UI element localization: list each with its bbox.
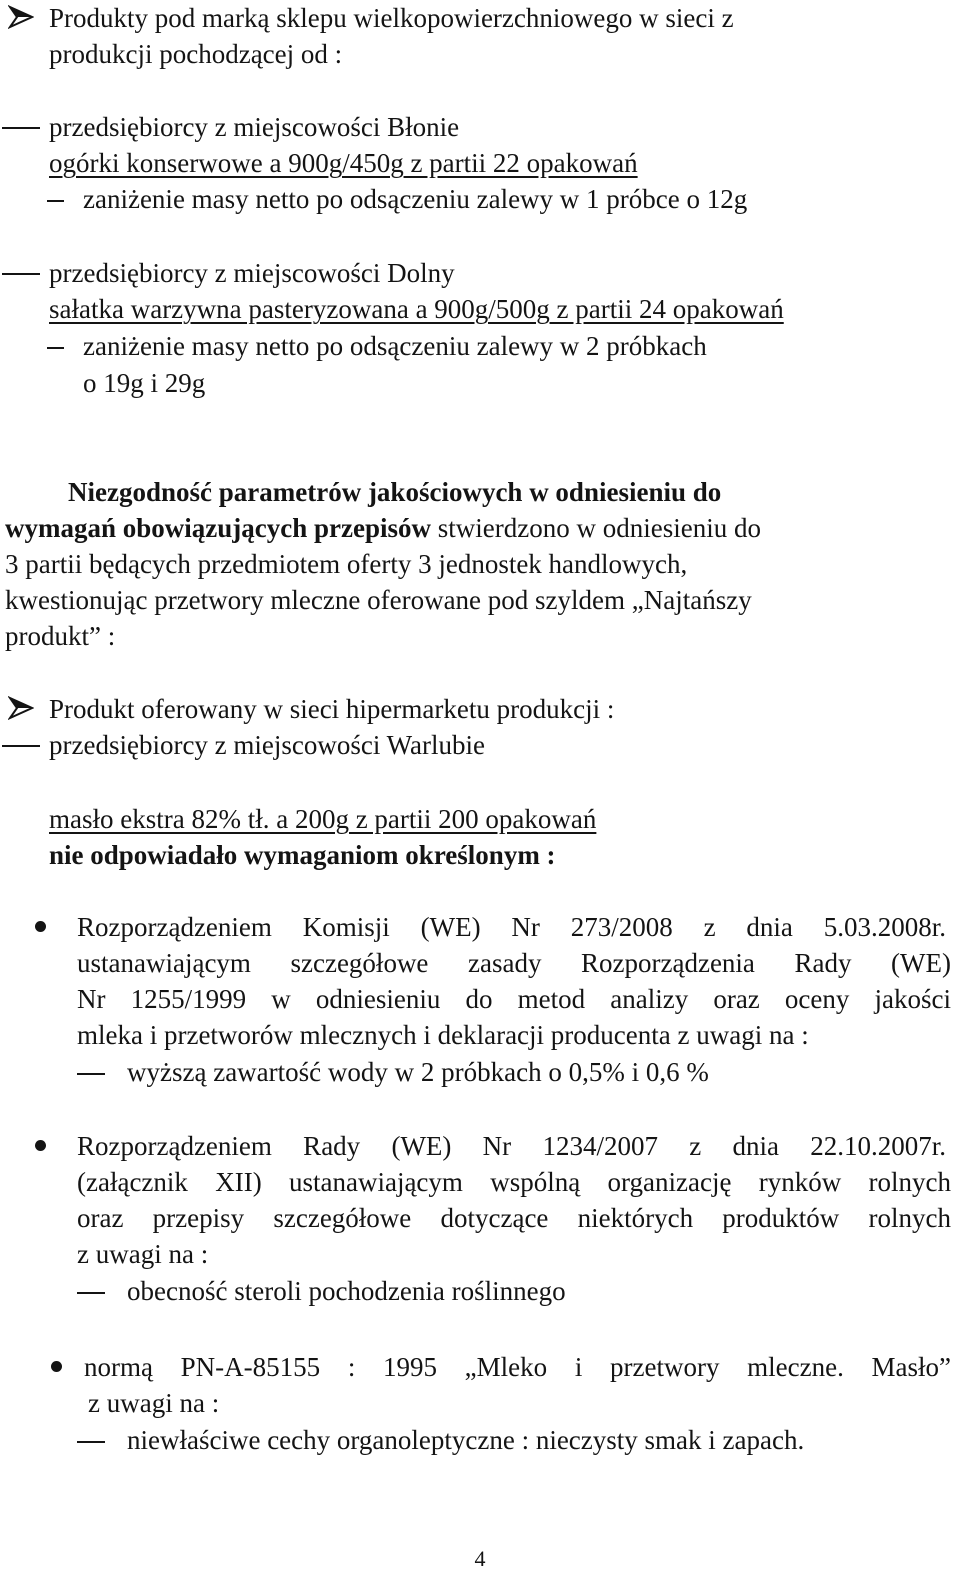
round-bullet-icon bbox=[51, 1361, 62, 1372]
nonconformity-bold: wymagań obowiązujących przepisów bbox=[5, 513, 431, 543]
nonconformity-line4: kwestionując przetwory mleczne oferowane pod szyldem „Najtańszy bbox=[5, 585, 752, 615]
producer-dolny: przedsiębiorcy z miejscowości Dolny bbox=[49, 258, 455, 288]
section3-heading: Produkt oferowany w sieci hipermarketu produkcji : bbox=[49, 694, 615, 724]
nonconformity-text: stwierdzono w odniesieniu do bbox=[437, 513, 761, 543]
round-bullet-icon bbox=[35, 1140, 46, 1151]
finding-cucumbers: zaniżenie masy netto po odsączeniu zalewy w 1 próbce o 12g bbox=[83, 184, 748, 214]
dash-bullet-icon bbox=[2, 127, 40, 129]
producer-warlubie: przedsiębiorcy z miejscowości Warlubie bbox=[49, 730, 485, 760]
section1-heading-line1: Produkty pod marką sklepu wielkopowierzchniowego w sieci z bbox=[49, 3, 734, 33]
dash-bullet-icon bbox=[47, 200, 64, 202]
page-number: 4 bbox=[474, 1546, 486, 1571]
standard-line1: normą PN-A-85155 : 1995 „Mleko i przetwory mleczne. Masło” bbox=[84, 1352, 951, 1382]
regulation2-line2: (załącznik XII) ustanawiającym wspólną organizację rynków rolnych bbox=[77, 1167, 951, 1197]
nonconformity-heading: Niezgodność parametrów jakościowych w odniesieniu do bbox=[68, 477, 722, 507]
nonconformity-line2 bbox=[5, 515, 761, 542]
finding-salad-line1: zaniżenie masy netto po odsączeniu zalewy w 2 próbkach bbox=[83, 331, 707, 361]
producer-blonie: przedsiębiorcy z miejscowości Błonie bbox=[49, 112, 460, 142]
standard-finding: niewłaściwe cechy organoleptyczne : nieczysty smak i zapach. bbox=[127, 1425, 805, 1455]
regulation1-line4: mleka i przetworów mlecznych i deklaracji producenta z uwagi na : bbox=[77, 1020, 809, 1050]
dash-bullet-icon bbox=[2, 273, 40, 275]
dash-bullet-icon bbox=[77, 1292, 105, 1294]
product-salad: sałatka warzywna pasteryzowana a 900g/500g z partii 24 opakowań bbox=[49, 294, 784, 324]
dash-bullet-icon bbox=[2, 745, 40, 747]
regulation1-line2: ustanawiającym szczegółowe zasady Rozporządzenia Rady (WE) bbox=[77, 948, 951, 978]
dash-bullet-icon bbox=[47, 347, 64, 349]
section1-heading-line2: produkcji pochodzącej od : bbox=[49, 39, 343, 69]
finding-salad-line2: o 19g i 29g bbox=[83, 368, 206, 398]
regulation1-finding: wyższą zawartość wody w 2 próbkach o 0,5% i 0,6 % bbox=[127, 1057, 709, 1087]
dash-bullet-icon bbox=[77, 1073, 105, 1075]
regulation2-line4: z uwagi na : bbox=[77, 1239, 209, 1269]
arrowhead-bullet-icon bbox=[8, 695, 34, 721]
regulation2-line3: oraz przepisy szczegółowe dotyczące niektórych produktów rolnych bbox=[77, 1203, 951, 1233]
regulation2-finding: obecność steroli pochodzenia roślinnego bbox=[127, 1276, 566, 1306]
butter-nonconformity: nie odpowiadało wymaganiom określonym : bbox=[49, 840, 556, 870]
regulation2-line1: Rozporządzeniem Rady (WE) Nr 1234/2007 z dnia 22.10.2007r. bbox=[77, 1131, 946, 1161]
product-butter: masło ekstra 82% tł. a 200g z partii 200 opakowań bbox=[49, 804, 597, 834]
regulation1-line3: Nr 1255/1999 w odniesieniu do metod analizy oraz oceny jakości bbox=[77, 984, 951, 1014]
nonconformity-line3: 3 partii będących przedmiotem oferty 3 jednostek handlowych, bbox=[5, 549, 688, 579]
round-bullet-icon bbox=[35, 921, 46, 932]
arrowhead-bullet-icon bbox=[8, 4, 34, 30]
nonconformity-line5: produkt” : bbox=[5, 621, 116, 651]
standard-line2: z uwagi na : bbox=[88, 1388, 220, 1418]
product-cucumbers: ogórki konserwowe a 900g/450g z partii 22 opakowań bbox=[49, 148, 638, 178]
dash-bullet-icon bbox=[77, 1441, 105, 1443]
regulation1-line1: Rozporządzeniem Komisji (WE) Nr 273/2008 z dnia 5.03.2008r. bbox=[77, 912, 946, 942]
